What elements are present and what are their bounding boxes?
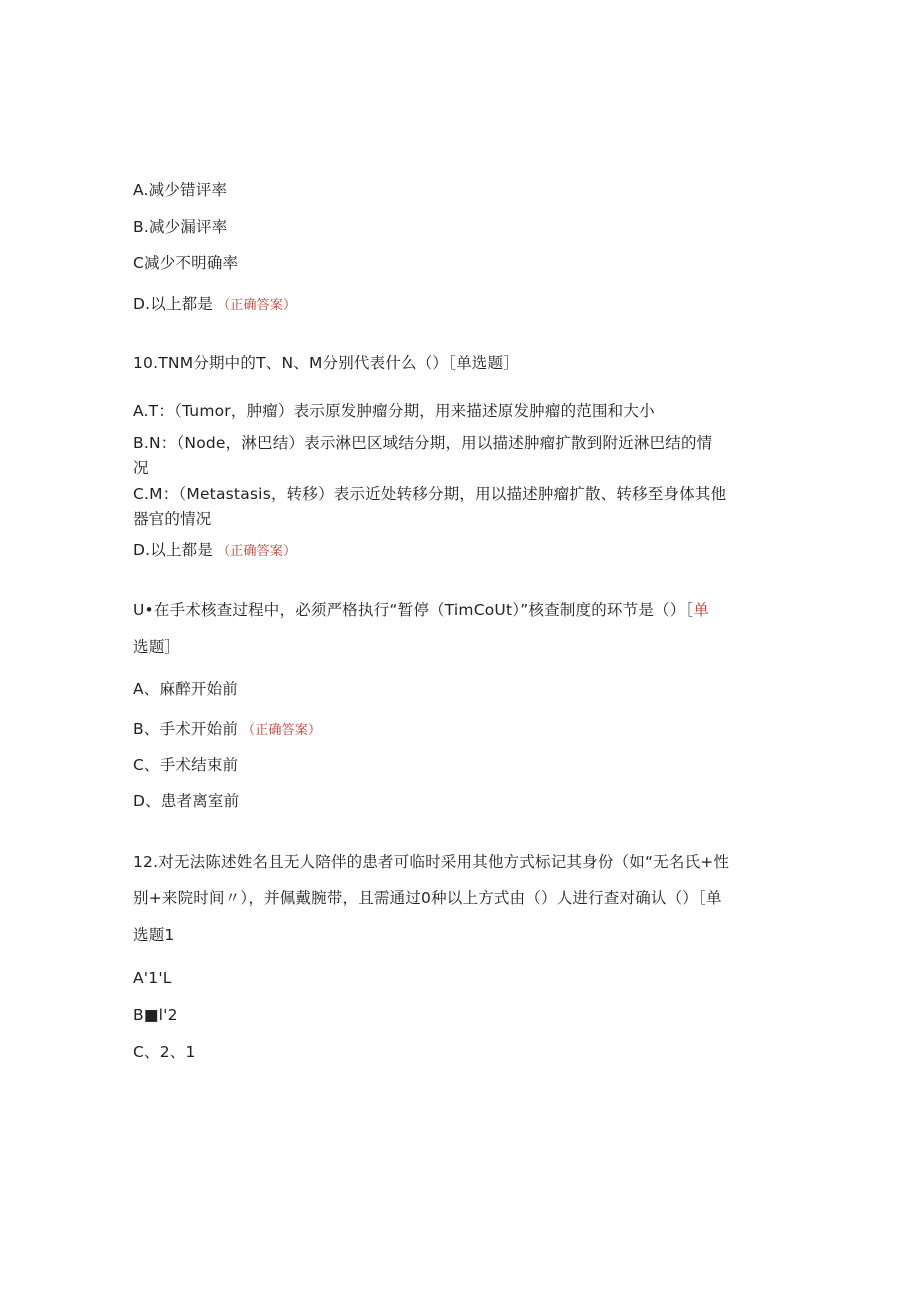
q12-option-b: B■l'2 [133,1006,178,1024]
q11-option-d: D、患者离室前 [133,792,240,810]
q11-stem-line1-text: U•在手术核查过程中，必须严格执行“暂停（TimCoUt）”核查制度的环节是（）［ [133,601,694,619]
option-d-prev-text: D.以上都是 [133,295,214,313]
q12-option-c: C、2、1 [133,1043,196,1061]
q11-stem-line2: 选题］ [133,638,181,656]
option-b-prev: B.减少漏评率 [133,218,228,236]
q11-option-b [133,719,321,741]
q12-option-a: A'1'L [133,969,172,987]
q10-option-d [133,540,296,562]
q12-stem-line1: 12.对无法陈述姓名且无人陪伴的患者可临时采用其他方式标记其身份（如“无名氏+性 [133,853,730,871]
q11-option-a: A、麻醉开始前 [133,680,239,698]
option-d-prev [133,294,296,316]
q10-option-c-line1: C.M：（Metastasis，转移）表示近处转移分期，用以描述肿瘤扩散、转移至身体其他 [133,485,727,503]
correct-answer-mark: （正确答案） [242,723,322,738]
q11-stem-line1 [133,600,709,620]
option-a-prev: A.减少错评率 [133,181,228,199]
q11-option-b-text: B、手术开始前 [133,720,239,738]
q11-option-c: C、手术结束前 [133,756,239,774]
q10-option-c-line2: 器官的情况 [133,510,212,528]
q10-option-b-line1: B.N：（Node，淋巴结）表示淋巴区域结分期，用以描述肿瘤扩散到附近淋巴结的情 [133,434,713,452]
correct-answer-mark: （正确答案） [217,544,297,559]
q10-option-a: A.T：（Tumor，肿瘤）表示原发肿瘤分期，用来描述原发肿瘤的范围和大小 [133,402,655,420]
q11-stem-line1-tail: 单 [693,601,710,619]
q12-stem-line2: 别+来院时间〃），并佩戴腕带，且需通过0种以上方式由（）人进行查对确认（）［单 [133,889,722,907]
q10-option-b-line2: 况 [133,459,149,477]
q12-stem-line3: 选题1 [133,926,175,944]
q10-stem: 10.TNM分期中的T、N、M分别代表什么（）［单选题］ [133,354,519,372]
option-c-prev: C减少不明确率 [133,254,239,272]
q10-option-d-text: D.以上都是 [133,541,214,559]
correct-answer-mark: （正确答案） [217,298,297,313]
